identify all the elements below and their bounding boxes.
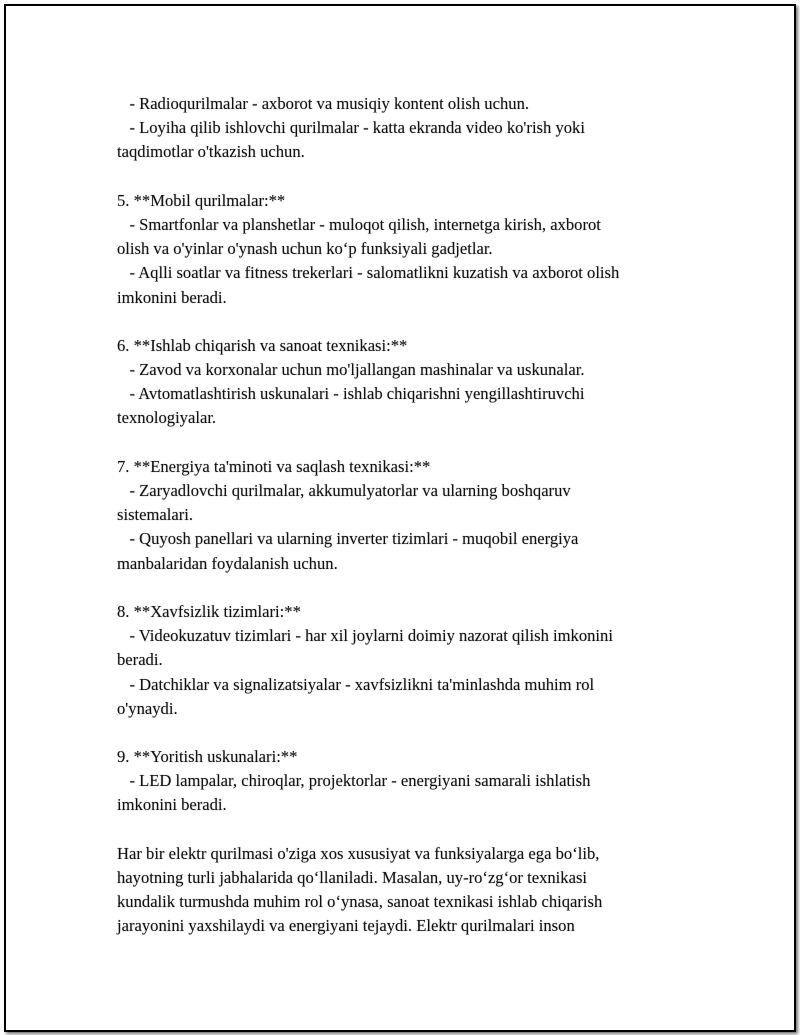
text-line: 6. **Ishlab chiqarish va sanoat texnikasi:**	[117, 335, 408, 355]
text-line: 7. **Energiya ta'minoti va saqlash texnikasi:**	[117, 456, 431, 476]
text-line: - Loyiha qilib ishlovchi qurilmalar - katta ekranda video ko'rish yoki	[117, 118, 585, 138]
document-text	[117, 92, 687, 939]
blank-line	[117, 818, 687, 842]
text-line: 5. **Mobil qurilmalar:**	[117, 190, 286, 210]
blank-line	[117, 721, 687, 745]
text-line: - Avtomatlashtirish uskunalari - ishlab chiqarishni yengillashtiruvchi	[117, 384, 585, 404]
blank-line	[117, 310, 687, 334]
text-line: kundalik turmushda muhim rol oʻynasa, sanoat texnikasi ishlab chiqarish	[117, 892, 603, 912]
text-line: Har bir elektr qurilmasi o'ziga xos xususiyat va funksiyalarga ega boʻlib,	[117, 843, 600, 863]
text-line: o'ynaydi.	[117, 698, 178, 718]
text-line: beradi.	[117, 650, 163, 670]
text-line: taqdimotlar o'tkazish uchun.	[117, 142, 305, 162]
text-line: olish va o'yinlar o'ynash uchun koʻp funksiyali gadjetlar.	[117, 239, 493, 259]
text-line: manbalaridan foydalanish uchun.	[117, 553, 338, 573]
text-line: - Zaryadlovchi qurilmalar, akkumulyatorlar va ularning boshqaruv	[117, 481, 571, 500]
text-line: - Quyosh panellari va ularning inverter tizimlari - muqobil energiya	[117, 529, 579, 549]
text-line: 9. **Yoritish uskunalari:**	[117, 747, 298, 767]
text-line: - Datchiklar va signalizatsiyalar - xavfsizlikni ta'minlashda muhim rol	[117, 674, 595, 694]
text-line: sistemalari.	[117, 505, 194, 525]
text-line: - LED lampalar, chiroqlar, projektorlar - energiyani samarali ishlatish	[117, 771, 591, 791]
text-line: imkonini beradi.	[117, 287, 227, 307]
text-line: - Radioqurilmalar - axborot va musiqiy kontent olish uchun.	[117, 94, 530, 113]
blank-line	[117, 576, 687, 600]
blank-line	[117, 431, 687, 455]
text-line: - Aqlli soatlar va fitness trekerlari - salomatlikni kuzatish va axborot olish	[117, 263, 620, 283]
text-line: - Zavod va korxonalar uchun mo'ljallangan mashinalar va uskunalar.	[117, 360, 585, 380]
text-line: - Smartfonlar va planshetlar - muloqot qilish, internetga kirish, axborot	[117, 214, 601, 234]
blank-line	[117, 165, 687, 189]
text-line: texnologiyalar.	[117, 408, 217, 428]
text-line: imkonini beradi.	[117, 795, 227, 815]
text-line: - Videokuzatuv tizimlari - har xil joylarni doimiy nazorat qilish imkonini	[117, 626, 613, 646]
text-line: jarayonini yaxshilaydi va energiyani tejaydi. Elektr qurilmalari inson	[117, 916, 575, 936]
text-line: 8. **Xavfsizlik tizimlari:**	[117, 601, 301, 621]
text-line: hayotning turli jabhalarida qoʻllaniladi. Masalan, uy-roʻzgʻor texnikasi	[117, 868, 588, 887]
